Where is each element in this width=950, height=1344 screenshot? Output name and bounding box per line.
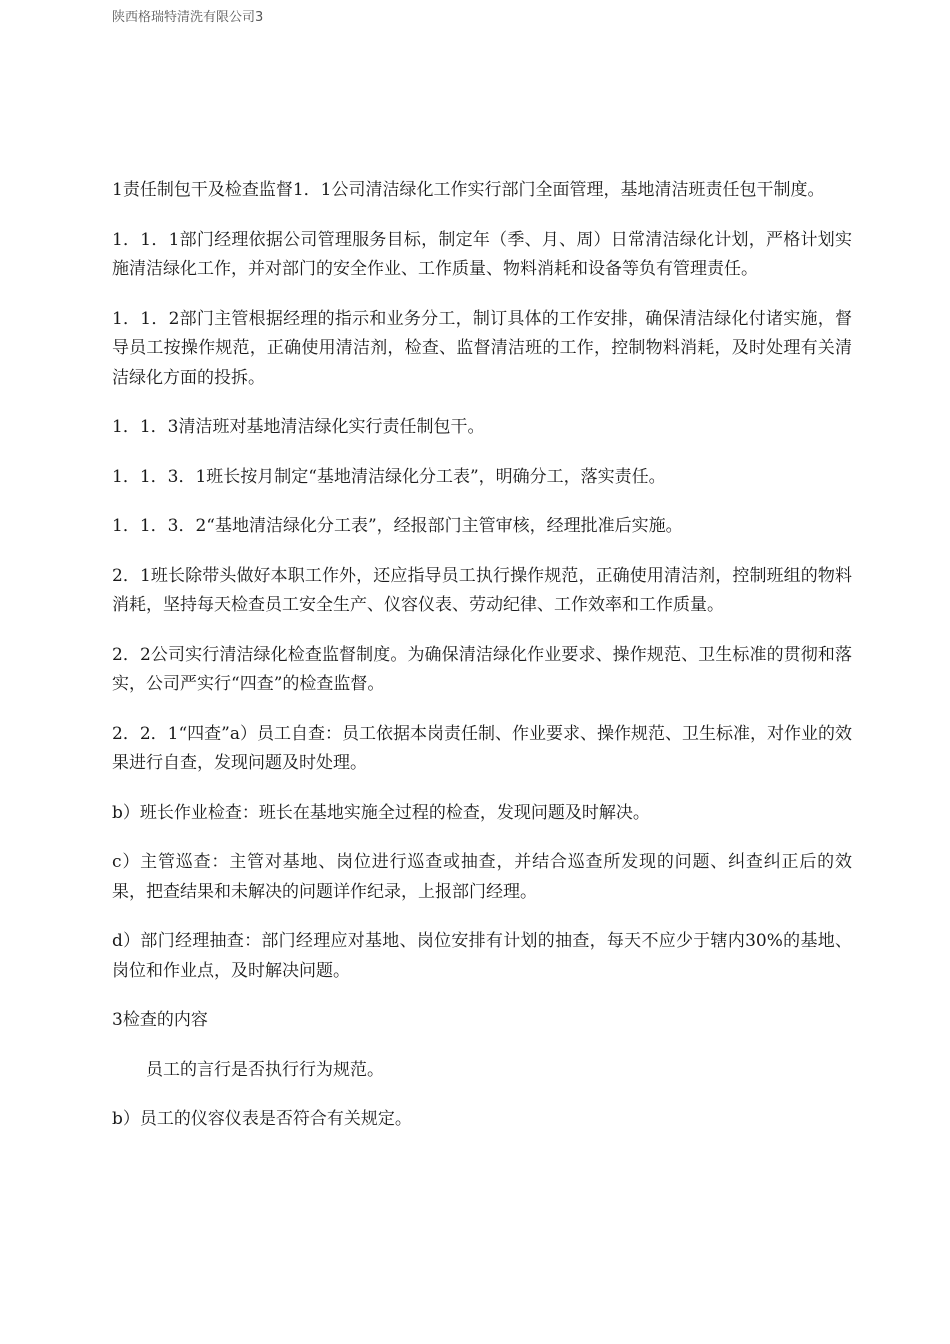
section-heading-3: 3检查的内容 <box>112 1010 208 1030</box>
paragraph-1-1-2: 1．1．2部门主管根据经理的指示和业务分工，制订具体的工作安排，确保清洁绿化付诸实施，督导员工按操作规范，正确使用清洁剂，检查、监督清洁班的工作，控制物料消耗，及时处理有关清洁绿化方面的投拆。 <box>112 308 852 388</box>
document-body <box>112 176 852 1155</box>
paragraph-item-d: d）部门经理抽查：部门经理应对基地、岗位安排有计划的抽查，每天不应少于辖内30%的基地、岗位和作业点，及时解决问题。 <box>112 931 852 981</box>
paragraph-2-2: 2．2公司实行清洁绿化检查监督制度。为确保清洁绿化作业要求、操作规范、卫生标准的贯彻和落实，公司严实行“四查”的检查监督。 <box>112 644 852 694</box>
paragraph-item-c: c）主管巡查：主管对基地、岗位进行巡查或抽查，并结合巡查所发现的问题、纠查纠正后的效果，把查结果和未解决的问题详作纪录，上报部门经理。 <box>112 852 852 902</box>
paragraph-1: 1责任制包干及检查监督1．1公司清洁绿化工作实行部门全面管理，基地清洁班责任包干制度。 <box>112 180 825 200</box>
paragraph-item-b: b）班长作业检查：班长在基地实施全过程的检查，发现问题及时解决。 <box>112 802 650 823</box>
paragraph-1-1-3-1: 1．1．3．1班长按月制定“基地清洁绿化分工表”，明确分工，落实责任。 <box>112 466 666 487</box>
paragraph-2-1: 2．1班长除带头做好本职工作外，还应指导员工执行操作规范，正确使用清洁剂，控制班组的物料消耗，坚持每天检查员工安全生产、仪容仪表、劳动纪律、工作效率和工作质量。 <box>112 565 852 615</box>
paragraph-1-1-3-2: 1．1．3．2“基地清洁绿化分工表”，经报部门主管审核，经理批准后实施。 <box>112 516 683 536</box>
page-header: 陕西格瑞特清洗有限公司3 <box>112 10 264 25</box>
check-item-conduct: 员工的言行是否执行行为规范。 <box>146 1059 384 1080</box>
paragraph-1-1-3: 1．1．3清洁班对基地清洁绿化实行责任制包干。 <box>112 417 485 437</box>
check-item-appearance: b）员工的仪容仪表是否符合有关规定。 <box>112 1109 412 1129</box>
paragraph-2-2-1: 2．2．1“四查”a）员工自查：员工依据本岗责任制、作业要求、操作规范、卫生标准，对作业的效果进行自查，发现问题及时处理。 <box>112 723 852 773</box>
paragraph-1-1-1: 1．1．1部门经理依据公司管理服务目标，制定年（季、月、周）日常清洁绿化计划，严格计划实施清洁绿化工作，并对部门的安全作业、工作质量、物料消耗和设备等负有管理责任。 <box>112 229 852 279</box>
